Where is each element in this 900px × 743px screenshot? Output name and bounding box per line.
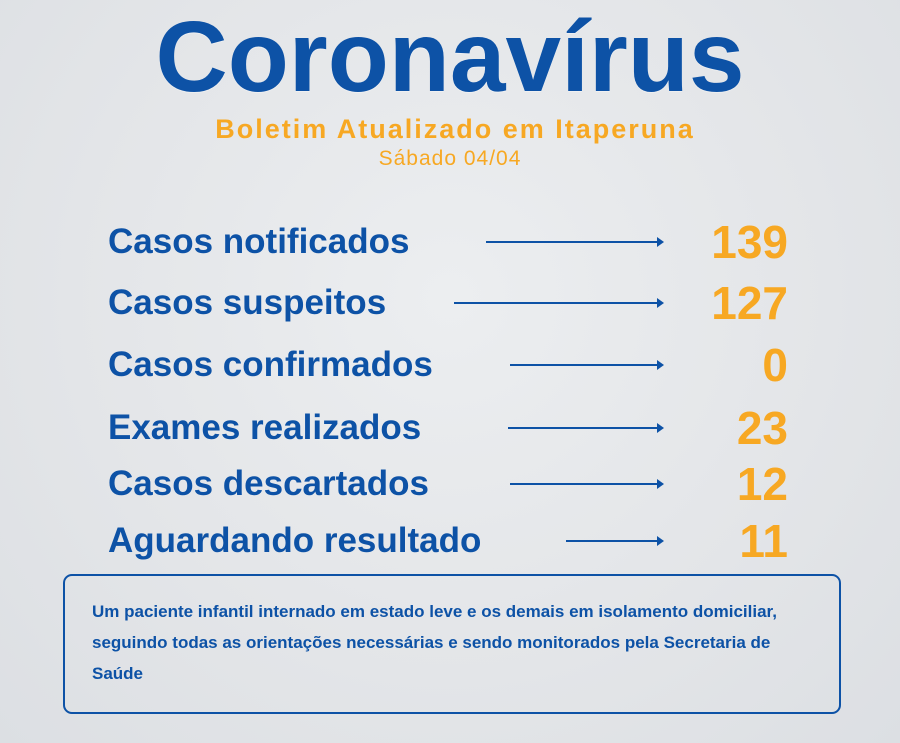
arrow-icon [454, 302, 662, 304]
stat-value: 127 [711, 277, 788, 329]
arrow-icon [510, 364, 662, 366]
stat-value: 12 [736, 458, 788, 510]
stat-label: Casos notificados [108, 222, 410, 261]
stat-label: Casos suspeitos [108, 283, 387, 322]
stat-row-casos-descartados [0, 459, 900, 509]
arrow-icon [566, 540, 662, 542]
bulletin-subtitle: Boletim Atualizado em Itaperuna [215, 114, 695, 144]
stat-row-casos-suspeitos [0, 278, 900, 328]
stat-label: Casos confirmados [108, 345, 433, 384]
stat-value: 139 [711, 216, 788, 268]
stat-label: Exames realizados [108, 408, 422, 447]
bulletin-date: Sábado 04/04 [378, 147, 522, 170]
stat-value: 11 [739, 515, 788, 567]
note-text: Um paciente infantil internado em estado leve e os demais em isolamento domiciliar, seguindo todas as orientações necessárias e sendo monitorados pela Secretaria de Saúde [92, 602, 777, 683]
stat-row-casos-notificados [0, 217, 900, 267]
stat-label: Aguardando resultado [108, 521, 482, 560]
arrow-icon [508, 427, 662, 429]
arrow-icon [510, 483, 662, 485]
page-title: Coronavírus [155, 1, 745, 113]
arrow-icon [486, 241, 662, 243]
stat-row-casos-confirmados [0, 340, 900, 390]
stat-value: 23 [736, 402, 788, 454]
stat-row-aguardando-resultado [0, 516, 900, 566]
note-box [63, 574, 841, 714]
stat-value: 0 [762, 339, 788, 391]
stat-row-exames-realizados [0, 403, 900, 453]
stat-label: Casos descartados [108, 464, 429, 503]
